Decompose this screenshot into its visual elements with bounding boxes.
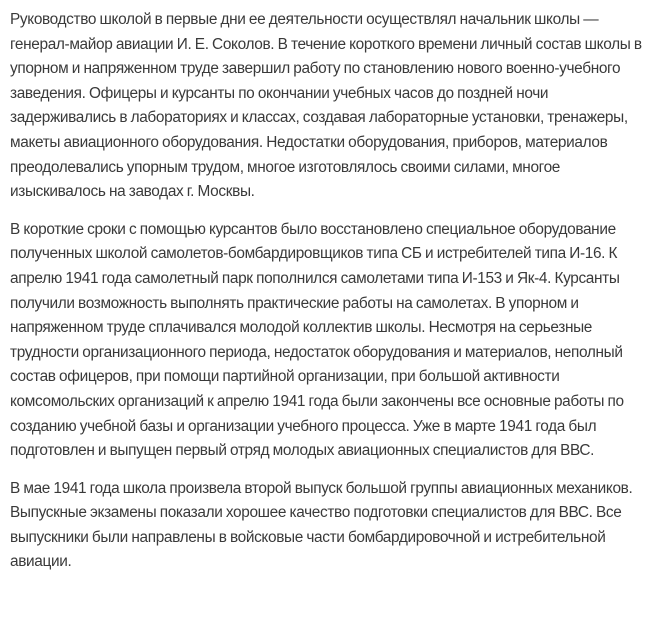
paragraph-school-leadership: Руководство школой в первые дни ее деятельности осуществлял начальник школы — генерал-майор авиации И. Е. Соколов. В течение короткого времени личный состав школы в упорном и напряженном труде завершил работу по становлению нового военно-учебного заведения. Офицеры и курсанты по окончании учебных часов до поздней ночи задерживались в лабораториях и классах, создавая лабораторные установки, тренажеры, макеты авиационного оборудования. Недостатки оборудования, приборов, материалов преодолевались упорным трудом, многое изготовлялось своими силами, многое изыскивалось на заводах г. Москвы. xyxy=(10,11,642,201)
paragraph-second-graduation: В мае 1941 года школа произвела второй выпуск большой группы авиационных механиков. Выпускные экзамены показали хорошее качество подготовки специалистов для ВВС. Все выпускники были направлены в войсковые части бомбардировочной и истребительной авиации. xyxy=(10,479,633,571)
paragraph-aircraft-equipment: В короткие сроки с помощью курсантов было восстановлено специальное оборудование полученных школой самолетов-бомбардировщиков типа СБ и истребителей типа И-16. К апрелю 1941 года самолетный парк пополнился самолетами типа И-153 и Як-4. Курсанты получили возможность выполнять практические работы на самолетах. В упорном и напряженном труде сплачивался молодой коллектив школы. Несмотря на серьезные трудности организационного периода, недостаток оборудования и материалов, неполный состав офицеров, при помощи партийной организации, при большой активности комсомольских организаций к апрелю 1941 года были закончены все основные работы по созданию учебной базы и организации учебного процесса. Уже в марте 1941 года был подготовлен и выпущен первый отряд молодых авиационных специалистов для ВВС. xyxy=(10,220,624,460)
